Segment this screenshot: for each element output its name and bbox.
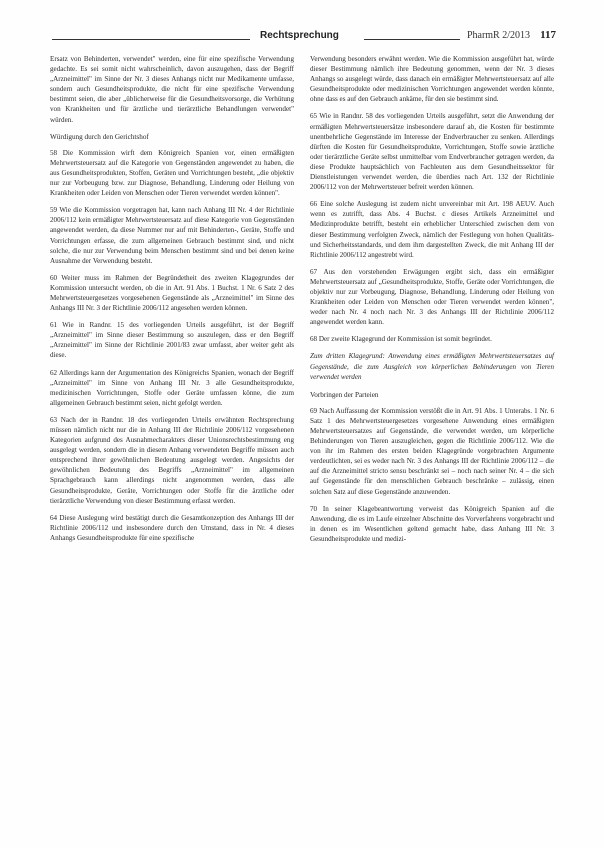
paragraph: 60 Weiter muss im Rahmen der Begründetheit des zweiten Klagegrundes der Kommission untersucht werden, ob die in Art. 91 Abs. 1 Buchst. 1 Nr. 6 Satz 2 des Mehrwertsteuergesetzes vorgesehenen Gegenstände als „Arzneimittel" im Sinne des Anhangs III Nr. 3 der Richtlinie 2006/112 angesehen werden können. — [50, 273, 294, 313]
paragraph: 61 Wie in Randnr. 15 des vorliegenden Urteils ausgeführt, ist der Begriff „Arzneimittel" im Sinne dieser Bestimmung so auszulegen, dass er den Begriff „Arzneimittel" im Sinne der Richtlinie 2001/83 zwar umfasst, aber weiter geht als diese. — [50, 321, 294, 360]
page-header — [52, 28, 556, 48]
paragraph: 66 Eine solche Auslegung ist zudem nicht unvereinbar mit Art. 198 AEUV. Auch wenn es zutrifft, dass Abs. 4 Buchst. c dieses Artikels Arzneimittel und Medizinprodukte betrifft, besteht ein erheblicher Unterschied zwischen dem von dieser Bestimmung verfolgten Zweck, nämlich der Festlegung von hohen Qualitäts- und Sicherheitsstandards, und dem ihm dargestellten Zweck, die mit Anhang III der Richtlinie 2006/112 angestrebt wird. — [310, 200, 554, 259]
paragraph: 65 Wie in Randnr. 58 des vorliegenden Urteils ausgeführt, setzt die Anwendung der ermäßigten Mehrwertsteuersätze insbesondere darauf ab, die Kosten für bestimmte unentbehrliche Gegenstände im Interesse der Endverbraucher zu senken. Allerdings dürften die Kosten für Gesundheitsprodukte, Vorrichtungen, Stoffe sowie ärztliche oder tierärztliche Geräte selbst unmittelbar vom Endverbraucher getragen werden, da diese Produkte hauptsächlich von Fachleuten aus dem Gesundheitssektor für Dienstleistungen verwendet werden, die überdies nach Art. 132 der Richtlinie 2006/112 von der Mehrwertsteuer befreit werden können. — [310, 112, 554, 192]
paragraph: 59 Wie die Kommission vorgetragen hat, kann nach Anhang III Nr. 4 der Richtlinie 2006/112 kein ermäßigter Mehrwertsteuersatz auf diese Kategorie von Gegenständen angewendet werden, da diese Nummer nur auf mit Behinderten-, Geräte, Stoffe und Vorrichtungen erfasse, die zum allgemeinen Gebrauch bestimmt sind, und nicht solche, die nur zur Verwendung beim Menschen bestimmt sind und bei denen keine Ausnahme der Verwendung besteht. — [50, 206, 294, 265]
paragraph: 69 Nach Auffassung der Kommission verstößt die in Art. 91 Abs. 1 Unterabs. 1 Nr. 6 Satz 1 des Mehrwertsteuergesetzes vorgesehene Anwendung eines ermäßigten Mehrwertsteuersatzes auf Gegenstände, die verwendet werden, um körperliche Behinderungen von Tieren auszugleichen, gegen die Richtlinie 2006/112. Wie die von ihr im Rahmen des ersten beiden Klagegründe vorgebrachten Argumente verdeutlichten, sei es weder nach Nr. 3 des Anhangs III der Richtlinie 2006/112 – die auf die Arzneimittel stricto sensu beschränkt sei – noch nach seiner Nr. 4 – die sich auf Gegenstände für den menschlichen Gebrauch beschränke – zulässig, einen solchen Satz auf diese Gegenstände anzuwenden. — [310, 406, 554, 496]
claim-summary: Zum dritten Klagegrund: Anwendung eines ermäßigten Mehrwertsteuersatzes auf Gegenstände, die zum Ausgleich von körperlichen Behinderungen von Tieren verwendet werden — [310, 352, 554, 381]
subheading: Würdigung durch den Gerichtshof — [50, 132, 149, 141]
left-column — [50, 54, 294, 550]
journal-issue: PharmR 2/2013 — [466, 30, 530, 41]
paragraph: 62 Allerdings kann der Argumentation des Königreichs Spanien, wonach der Begriff „Arzneimittel" im Sinne von Anhang III Nr. 3 alle Gesundheitsprodukte, medizinischen Vorrichtungen, Stoffe oder Geräte umfassen könne, die zum allgemeinen Gebrauch bestimmt seien, nicht gefolgt werden. — [50, 368, 294, 407]
paragraph: 58 Die Kommission wirft dem Königreich Spanien vor, einen ermäßigten Mehrwertsteuersatz auf die Kategorie von Gegenständen angewendet zu haben, die aus Gesundheitsprodukten, Stoffen, Geräten und Vorrichtungen besteht, „die objektiv nur zur Vorbeugung bzw. zur Diagnose, Behandlung, Linderung oder Heilung von Krankheiten oder Leiden von Menschen oder Tieren verwendet werden können". — [50, 148, 294, 198]
paragraph: 70 In seiner Klagebeantwortung verweist das Königreich Spanien auf die Anwendung, die es im Laufe einzelner Abschnitte des Vorverfahrens vorgebracht und in denen es im Wesentlichen geltend gemacht habe, dass Anhang III Nr. 3 Gesundheitsprodukte und medizi- — [310, 504, 554, 543]
paragraph: 68 Der zweite Klagegrund der Kommission ist somit begründet. — [310, 335, 492, 344]
paragraph: 67 Aus den vorstehenden Erwägungen ergibt sich, dass ein ermäßigter Mehrwertsteuersatz auf „Gesundheitsprodukte, Stoffe, Geräte oder Vorrichtungen, die objektiv nur zur Vorbeugung, Diagnose, Behandlung, Linderung oder Heilung von Krankheiten oder Leiden von Menschen oder Tieren verwendet werden können", weder nach Nr. 4 noch nach Nr. 3 des Anhangs III der Richtlinie 2006/112 angewendet werden kann. — [310, 267, 554, 327]
subheading: Vorbringen der Parteien — [310, 390, 379, 399]
section-title: Rechtsprechung — [260, 30, 339, 41]
paragraph: Ersatz von Behinderten, verwendet" werden, eine für eine spezifische Verwendung gedachte. Es sei somit nicht wahrscheinlich, davon auszugehen, dass der Begriff „Arzneimittel" im Sinne der Nr. 3 dieses Anhangs nicht nur Medikamente umfasse, sondern auch Gesundheitsprodukte, die nicht für eine spezifische Verwendung bestimmt seien, die aber „üblicherweise für die Gesundheitsvorsorge, die Verhütung von Krankheiten und für ärztliche und tierärztliche Behandlungen verwendet" würden. — [50, 55, 294, 124]
right-column — [310, 54, 554, 551]
header-rule-left — [52, 39, 250, 40]
header-rule-right — [364, 39, 460, 40]
paragraph: Verwendung besonders erwähnt werden. Wie die Kommission ausgeführt hat, würde dieser Bestimmung nämlich ihre Bedeutung genommen, wenn der Nr. 3 dieses Anhangs so ausgelegt würde, dass danach ein ermäßigter Mehrwertsteuersatz auf alle Gesundheitsprodukte oder medizinischen Vorrichtungen angewendet werden könnte, ohne dass es auf den Gebrauch ankäme, für den sie bestimmt sind. — [310, 55, 554, 104]
paragraph: 64 Diese Auslegung wird bestätigt durch die Gesamtkonzeption des Anhangs III der Richtlinie 2006/112 und insbesondere durch den Umstand, dass in Nr. 4 dieses Anhangs Gesundheitsprodukte für eine spezifische — [50, 513, 294, 542]
page-number: 117 — [540, 29, 556, 41]
paragraph: 63 Nach der in Randnr. 18 des vorliegenden Urteils erwähnten Rechtsprechung müssen nämlich nicht nur die in Anhang III der Richtlinie 2006/112 vorgesehenen Kategorien aufgrund des Ausnahmecharakters dieser Unionsrechtsbestimmung eng ausgelegt werden, sondern die in diesem Anhang verwendeten Begriffe müssen auch entsprechend ihrer gewöhnlichen Bedeutung ausgelegt werden. Angesichts der gewöhnlichen Bedeutung des Begriffs „Arzneimittel" im allgemeinen Sprachgebrauch kann allerdings nicht angenommen werden, dass alle Gesundheitsprodukte, Geräte, Vorrichtungen oder Stoffe für die ärztliche oder tierärztliche Verwendung von dieser Bestimmung erfasst werden. — [50, 415, 294, 505]
